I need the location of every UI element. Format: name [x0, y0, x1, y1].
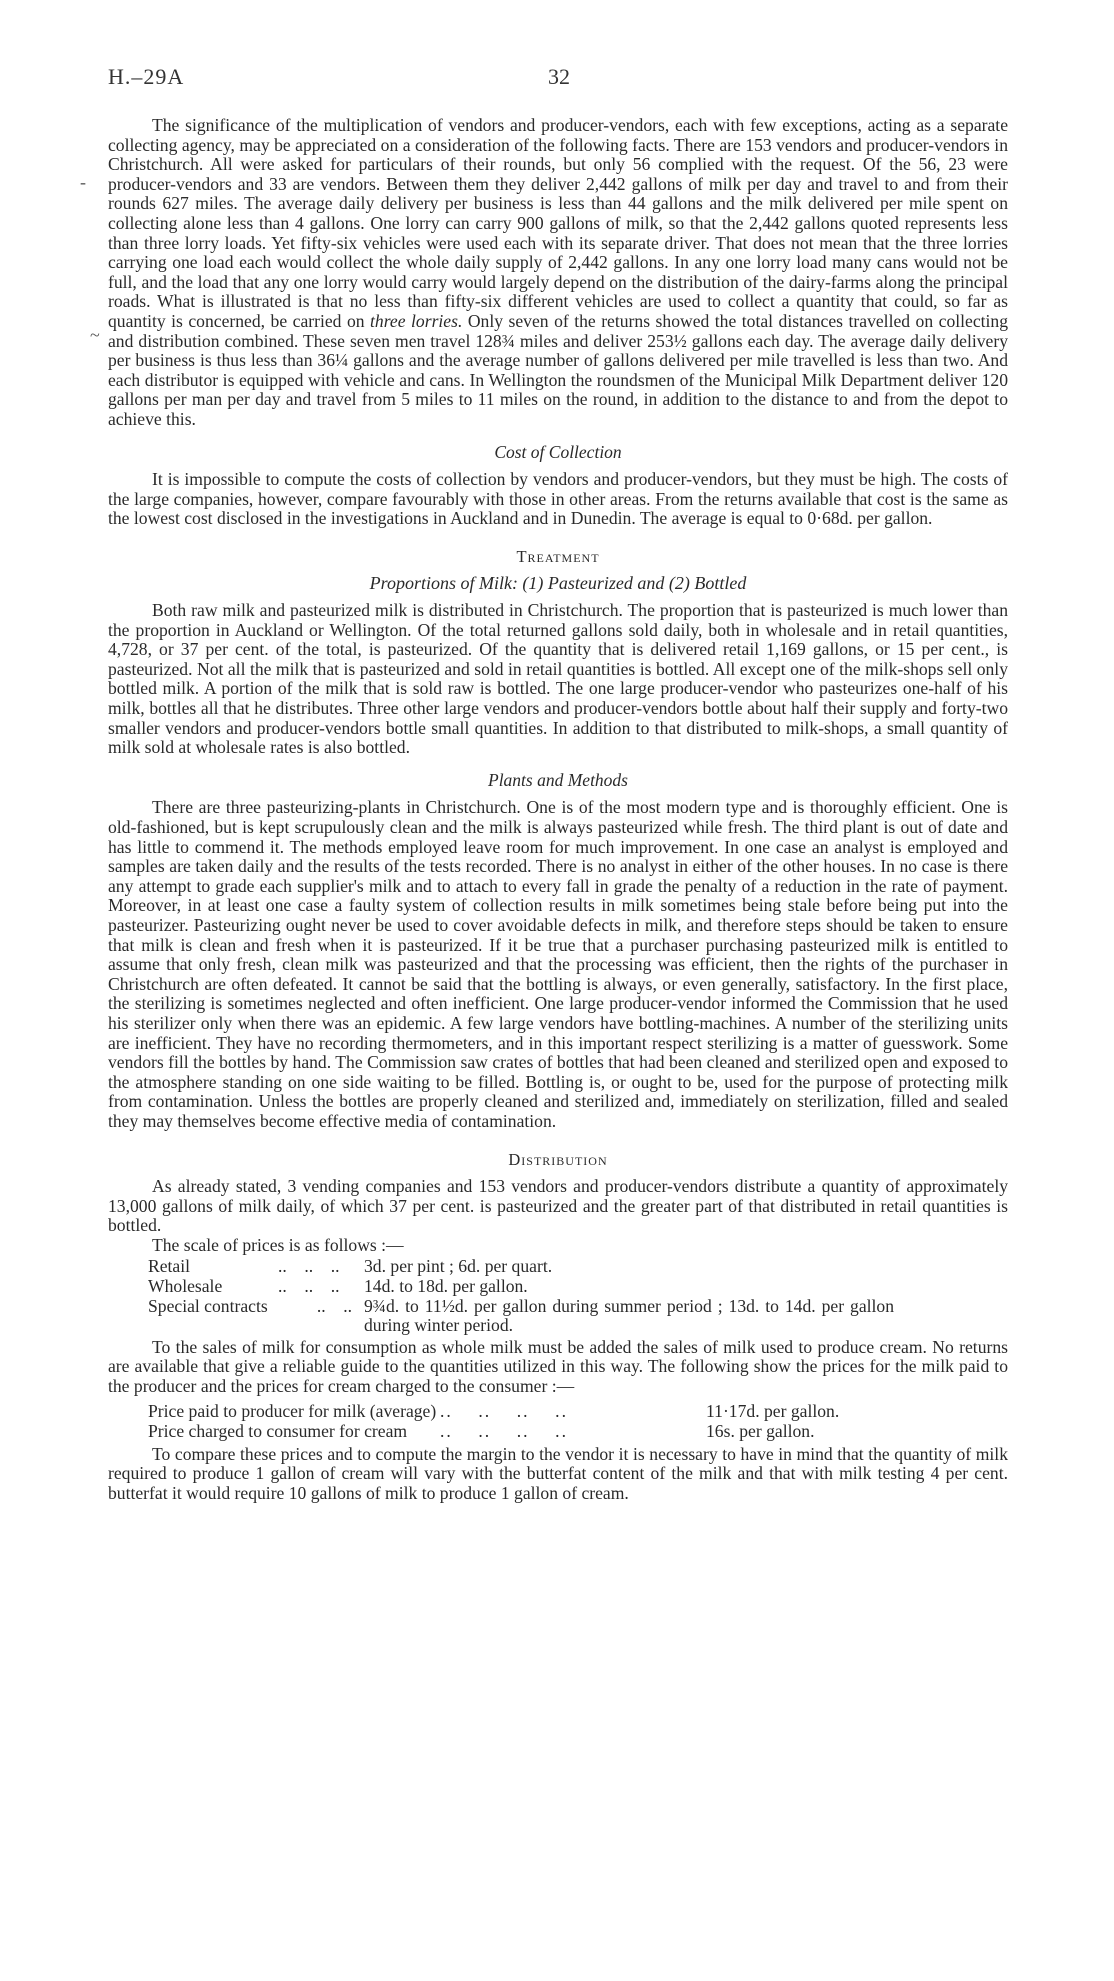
price-value: 3d. per pint ; 6d. per quart.: [364, 1256, 553, 1277]
cream-paragraph: To the sales of milk for consumption as whole milk must be added the sales of milk used to produce cream. No returns are available that give a reliable guide to the quantities utilized in this way. The following show the prices for the milk paid to the producer and the prices for cream charged to the consumer :—: [108, 1336, 1008, 1397]
document-body: [108, 116, 1008, 1503]
leader-dots: .. .. ..: [278, 1256, 340, 1277]
table-row: [148, 1421, 839, 1441]
treatment-paragraph: Both raw milk and pasteurized milk is distributed in Christchurch. The proportion that is pasteurized is much lower than the proportion in Auckland or Wellington. Of the total returned gallons sold daily, both in wholesale and in retail quantities, 4,728, or 37 per cent. of the total, is pasteurized. Of the quantity that is delivered retail 1,169 gallons, or 15 per cent., is pasteurized. Not all the milk that is pasteurized and sold in retail quantities is bottled. All except one of the milk-shops sell only bottled milk. A portion of the milk that is sold raw is bottled. The one large producer-vendor who pasteurizes one-half of his milk, bottles all that he distributes. Three other large vendors and producer-vendors bottle about half their supply and forty-two smaller vendors and producer-vendors bottle small quantities. In addition to that distributed to milk-shops, a small quantity of milk sold at wholesale rates is also bottled.: [108, 600, 1008, 758]
section-heading-cost: Cost of Collection: [494, 441, 622, 462]
table-row: [148, 1257, 894, 1277]
distribution-paragraph: As already stated, 3 vending companies and 153 vendors and producer-vendors distribute a quantity of approximately 13,000 gallons of milk daily, of which 37 per cent. is pasteurized and the greater part of that distributed in retail quantities is bottled.: [108, 1176, 1008, 1236]
document-reference: H.–29A: [108, 64, 185, 89]
price-value: 9¾d. to 11½d. per gallon during summer period ; 13d. to 14d. per gallon during winter period.: [364, 1295, 894, 1336]
intro-text-tail: Only seven of the returns showed the total distances travelled on collecting and distribution combined. These seven men travel 128¾ miles and deliver 253½ gallons each day. The average daily delivery per business is thus less than 36¼ gallons and the average number of gallons delivered per mile travelled is less than two. And each distributor is equipped with vehicle and cans. In Wellington the roundsmen of the Municipal Milk Department deliver 120 gallons per man per day and travel from 5 miles to 11 miles on the round, in addition to the distance to and from the depot to achieve this.: [108, 310, 1009, 429]
cost-paragraph: It is impossible to compute the costs of collection by vendors and producer-vendors, but they must be high. The costs of the large companies, however, compare favourably with those in other areas. From the returns available that cost is the same as the lowest cost disclosed in the investigations in Auckland and in Dunedin. The average is equal to 0·68d. per gallon.: [108, 469, 1008, 529]
subheading-proportions: Proportions of Milk: (1) Pasteurized and (2) Bottled: [369, 573, 747, 594]
price-label: Wholesale: [148, 1276, 223, 1297]
cream-price-value: 16s. per gallon.: [706, 1420, 815, 1441]
cream-price-table: [148, 1401, 839, 1441]
leader-dots: .. .. ..: [278, 1276, 340, 1297]
table-row: [148, 1297, 894, 1336]
leader-dots: .. .. .. ..: [440, 1420, 568, 1441]
section-heading-plants: Plants and Methods: [488, 769, 628, 790]
price-label: Retail: [148, 1256, 191, 1277]
leader-dots: .. ..: [316, 1295, 352, 1316]
cream-price-value: 11·17d. per gallon.: [706, 1400, 840, 1421]
leader-dots: .. .. .. ..: [440, 1400, 568, 1421]
page-number: 32: [548, 64, 570, 89]
cream-price-label: Price paid to producer for milk (average): [148, 1400, 437, 1421]
plants-paragraph: There are three pasteurizing-plants in Christchurch. One is of the most modern type and is thoroughly efficient. One is old-fashioned, but is kept scrupulously clean and the milk is always pasteurized while fresh. The third plant is out of date and has little to commend it. The methods employed leave room for much improvement. In one case an analyst is employed and samples are taken daily and the results of the tests recorded. There is no analyst in either of the other houses. In no case is there any attempt to grade each supplier's milk and to attach to every fall in grade the penalty of a reduction in the rate of payment. Moreover, in at least one case a faulty system of collection results in milk sometimes being stale before being put into the pasteurizer. Pasteurizing ought never be used to cover avoidable defects in milk, and therefore steps should be taken to ensure that milk is clean and fresh when it is pasteurized. If it be true that a purchaser purchasing pasteurized milk is entitled to assume that only fresh, clean milk was pasteurized and that the processing was efficient, then the rights of the purchaser in Christchurch are often defeated. It cannot be said that the bottling is always, or even generally, satisfactory. In the first place, the sterilizing is sometimes neglected and often inefficient. One large producer-vendor informed the Commission that he used his sterilizer only when there was an epidemic. A few large vendors have bottling-machines. A number of the sterilizing units are inefficient. They have no recording thermometers, and in this important respect sterilizing is a matter of guesswork. Some vendors fill the bottles by hand. The Commission saw crates of bottles that had been cleaned and sterilized open and exposed to the atmosphere standing on one side waiting to be filled. Bottling is, or ought to be, used for the purpose of protecting milk from contamination. Unless the bottles are properly cleaned and sterilized and, immediately on sterilization, filled and sealed they may themselves become effective media of contamination.: [108, 797, 1008, 1131]
price-scale-intro: The scale of prices is as follows :—: [152, 1234, 404, 1255]
price-label: Special contracts: [148, 1295, 268, 1316]
table-row: [148, 1401, 839, 1421]
intro-paragraph: [108, 116, 1008, 430]
table-row: [148, 1277, 894, 1297]
price-scale-table: [148, 1257, 894, 1335]
section-heading-treatment: Treatment: [516, 546, 600, 566]
intro-text: The significance of the multiplication of vendors and producer-vendors, each with few exceptions, acting as a separate collecting agency, may be appreciated on a consideration of the following facts. There are 153 vendors and producer-vendors in Christchurch. All were asked for particulars of their rounds, but only 56 complied with the request. Of the 56, 23 were producer-vendors and 33 are vendors. Between them they deliver 2,442 gallons of milk per day and travel to and from their rounds 627 miles. The average daily delivery per business is less than 44 gallons and the milk delivered per mile spent on collecting alone less than 4 gallons. One lorry can carry 900 gallons of milk, so that the 2,442 gallons quoted represents less than three lorry loads. Yet fifty-six vehicles were used each with its separate driver. That does not mean that the three lorries carrying one load each would collect the whole daily supply of 2,442 gallons. In any one lorry load many cans would not be full, and the load that any one lorry would carry would largely depend on the distribution of the dairy-farms along the principal roads. What is illustrated is that no less than fifty-six different vehicles are used to collect a quantity that could, so far as quantity is concerned, be carried on: [108, 115, 1008, 331]
section-heading-distribution: Distribution: [508, 1149, 608, 1169]
page-header: [108, 64, 1014, 94]
margin-mark: -: [80, 172, 86, 192]
cream-price-label: Price charged to consumer for cream: [148, 1420, 408, 1441]
margin-mark: ~: [90, 325, 100, 345]
price-value: 14d. to 18d. per gallon.: [364, 1276, 528, 1297]
closing-paragraph: To compare these prices and to compute the margin to the vendor it is necessary to have in mind that the quantity of milk required to produce 1 gallon of cream will vary with the butterfat content of the milk and that with milk testing 4 per cent. butterfat it would require 10 gallons of milk to produce 1 gallon of cream.: [108, 1443, 1008, 1503]
intro-emphasis: three lorries.: [370, 310, 463, 331]
